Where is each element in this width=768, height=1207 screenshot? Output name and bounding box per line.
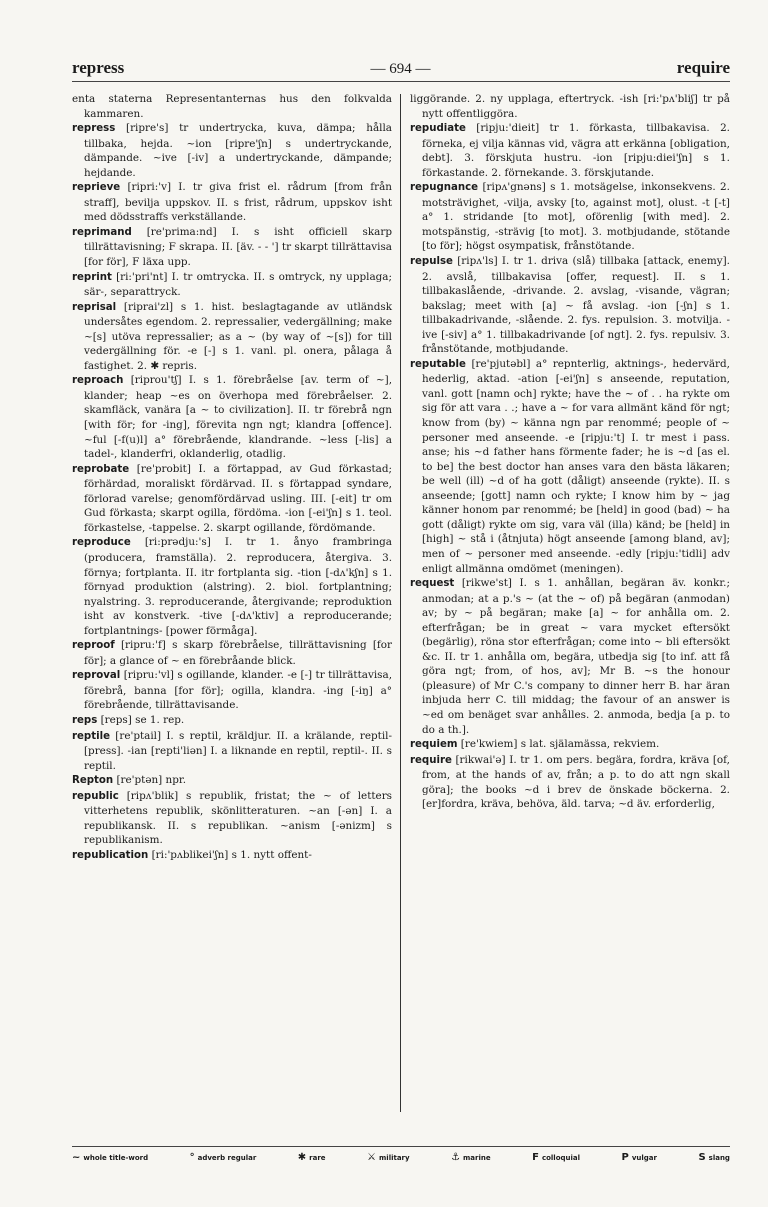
headword: reputable [409, 358, 466, 370]
entry-definition: [rikwe'st] I. s 1. anhållan, begäran äv. konkr.; anmodan; at a p.'s ~ (at the ~ of) på begäran (anmodan) av; by ~ på begäran; make [a] ~ for anhålla om. 2. efterfrågan; be in great ~ vara mycket eftersökt (begärlig), röna stor efterfrågan; come into ~ bli eftersökt &c. II. tr 1. anhålla om, begära, utbedja sig [to inf. att få göra ngt; from, of hos, av]; Mr B. ~s the honour (pleasure) of Mr C.'s company to dinner herr B. har äran inbjuda herr C. till middag; the favour of an answer is ~ed om benäget svar anhålles. 2. anmoda, bedja [a p. to do a th.]. [421, 577, 730, 736]
entry-definition: [re'ptən] npr. [116, 774, 187, 787]
headword: reprimand [72, 226, 132, 238]
dictionary-entry [409, 753, 730, 812]
legend-symbol: ⚓ [451, 1152, 461, 1163]
dictionary-entry [72, 180, 392, 225]
legend-item [72, 1152, 148, 1163]
page-header [72, 52, 730, 82]
entry-definition: [ri:prədju:'s] I. tr 1. ånyo frambringa (producera, framställa). 2. reproducera, återgiva. 3. förnya; fortplanta. II. itr fortplanta sig. -tion [-dʌ'kʃn] s 1. förnyad produktion (alstring). 2. biol. fortplantning; nyalstring. 3. reproducerande, återgivande; reproduktion isht av konstverk. -tive [-dʌ'ktiv] a reproducerande; fortplantnings- [power förmåga]. [84, 536, 392, 637]
dictionary-entry [72, 121, 392, 180]
entry-definition: [ripre's] tr undertrycka, kuva, dämpa; hålla tillbaka, hejda. ~ion [ripre'ʃn] s undertryckande, dämpande. ~ive [-iv] a undertryckande, dämpande; hejdande. [84, 122, 392, 179]
entry-definition: liggörande. 2. ny upplaga, eftertryck. -ish [ri:'pʌ'bliʃ] tr på nytt offentliggöra. [409, 93, 730, 120]
page-number: — 694 — [370, 61, 431, 77]
entry-definition: [riprou'tʃ] I. s 1. förebråelse [av. term of ~], klander; heap ~es on överhopa med förebråelser. 2. skamfläck, vanära [a ~ to civilization]. II. tr förebrå ngn [with för; for -ing], förevita ngn ngt; klandra [offence]. ~ful [-f(u)l] a° förebrående, klandrande. ~less [-lis] a tadel-, klanderfri, oklanderlig, otadlig. [84, 374, 392, 461]
legend-label: whole title-word [83, 1154, 149, 1162]
headword: repudiate [409, 123, 466, 135]
legend-label: marine [463, 1154, 491, 1162]
headword: reprieve [72, 182, 121, 194]
legend-item [367, 1152, 410, 1163]
headword: repulse [409, 256, 453, 268]
dictionary-entry [72, 668, 392, 713]
entry-definition: [ripru:'vl] s ogillande, klander. -e [-] tr tillrättavisa, förebrå, banna [for för]; ogilla, klandra. -ing [-iŋ] a° förebrående, tillrättavisande. [84, 669, 392, 712]
dictionary-page [72, 52, 730, 1182]
headword: reproach [72, 375, 124, 387]
dictionary-entry [72, 773, 392, 789]
headword: repugnance [409, 182, 479, 194]
legend-item [698, 1152, 730, 1163]
headword: reproval [72, 670, 121, 682]
dictionary-entry [409, 357, 730, 576]
dictionary-entry [72, 535, 392, 638]
dictionary-entry [409, 92, 730, 121]
legend-symbol: P [621, 1152, 629, 1163]
entry-definition: [ri:'pri'nt] I. tr omtrycka. II. s omtryck, ny upplaga; sär-, separattryck. [84, 270, 392, 299]
legend-label: vulgar [631, 1154, 657, 1162]
headword: requiem [409, 739, 458, 751]
headword: Repton [72, 775, 114, 787]
entry-definition: [ripru:'f] s skarp förebråelse, tillrättavisning [for för]; a glance of ~ en förebråande blick. [84, 639, 392, 667]
dictionary-entry [409, 254, 730, 357]
entry-definition: [re'prima:nd] I. s isht officiell skarp tillrättavisning; F skrapa. II. [äv. - - '] tr skarpt tillrättavisa [for för], F läxa upp. [84, 225, 392, 269]
entry-definition: [re'kwiem] s lat. själamässa, rekviem. [460, 738, 660, 751]
entry-definition: [ripʌ'blik] s republik, fristat; the ~ of letters vitterhetens republik, skönlitteraturen. ~an [-ən] I. a republikansk. II. s republikan. ~anism [-ənizm] s republikanism. [84, 789, 392, 847]
headword: reprint [72, 271, 112, 283]
headword: require [409, 754, 452, 766]
headword: reproduce [72, 537, 131, 549]
legend-label: military [379, 1154, 410, 1162]
dictionary-entry [72, 638, 392, 668]
legend-symbol: ✱ [297, 1152, 307, 1163]
headword: reproof [72, 640, 115, 652]
entry-definition: [ripju:'dieit] tr 1. förkasta, tillbakavisa. 2. förneka, ej vilja kännas vid, vägra att erkänna [obligation, debt]. 3. förskjuta hustru. -ion [ripju:diei'ʃn] s 1. förkastande. 2. förnekande. 3. förskjutande. [421, 122, 730, 179]
dictionary-entry [409, 121, 730, 180]
headword: request [409, 578, 455, 590]
legend-item [622, 1152, 657, 1163]
headword: repress [72, 123, 116, 135]
entry-definition: [rikwai'ə] I. tr 1. om pers. begära, fordra, kräva [of, from, at the hands of av, från; a p. to do att ngn skall göra]; the books ~d i brev de önskade böckerna. 2. [er]fordra, kräva, behöva, äld. tarva; ~d äv. erforderlig, [421, 753, 730, 811]
entry-definition: [riprai'zl] s 1. hist. beslagtagande av utländsk undersåtes egendom. 2. repressalier, vedergällning; make ~[s] utöva repressalier; as a ~ (by way of ~[s]) for till vedergällning för. -e [-] s 1. vanl. pl. onera, pålaga å fastighet. 2. ✱ repris. [84, 300, 392, 372]
legend-label: adverb regular [197, 1154, 257, 1162]
entry-definition: [ripri:'v] I. tr giva frist el. rådrum [from från straff], bevilja uppskov. II. s frist, rådrum, uppskov isht med dödsstraffs verkställande. [84, 181, 392, 224]
dictionary-entry [72, 729, 392, 774]
header-right-guide-word: require [676, 58, 730, 77]
legend-label: slang [708, 1154, 730, 1162]
headword: reprobate [72, 463, 130, 475]
headword: reprisal [72, 301, 117, 313]
dictionary-entry [72, 373, 392, 461]
legend-item [532, 1152, 580, 1163]
dictionary-entry [72, 789, 392, 848]
dictionary-entry [72, 462, 392, 536]
legend-label: rare [309, 1154, 326, 1162]
legend-item [298, 1152, 326, 1163]
dictionary-entry [72, 92, 392, 121]
dictionary-entry [72, 300, 392, 374]
entry-definition: [ripʌ'gnəns] s 1. motsägelse, inkonsekvens. 2. motsträvighet, -vilja, avsky [to, against mot], olust. -t [-t] a° 1. stridande [to mot], oförenlig [with med]. 2. motspänstig, -strävig [to mot]. 3. motbjudande, stötande [to för]; högst osympatisk, frånstötande. [421, 181, 730, 253]
headword: reps [72, 714, 98, 726]
dictionary-entry [409, 180, 730, 254]
entry-definition: [ripʌ'ls] I. tr 1. driva (slå) tillbaka [attack, enemy]. 2. avslå, tillbakavisa [offer, request]. II. s 1. tillbakaslående, -drivande. 2. avslag, -visande, vägran; bakslag; meet with [a] ~ få avslag. -ion [-ʃn] s 1. tillbakadrivande, -slående. 2. fys. repulsion. 3. motvilja. -ive [-siv] a° 1. tillbakadrivande [of ngt]. 2. fys. repulsiv. 3. frånstötande, motbjudande. [421, 255, 730, 356]
legend-symbol: ~ [72, 1152, 81, 1163]
dictionary-entry [72, 848, 392, 864]
entry-definition: [ri:'pʌblikei'ʃn] s 1. nytt offent- [151, 848, 312, 861]
dictionary-entry [72, 270, 392, 300]
entry-definition: [reps] se 1. rep. [100, 713, 185, 726]
headword: republic [72, 790, 119, 802]
legend-symbol: F [532, 1152, 539, 1163]
headword: republication [72, 849, 149, 861]
columns [72, 92, 730, 1112]
headword: reptile [72, 730, 110, 742]
dictionary-entry [72, 713, 392, 729]
legend-symbol: ⚔ [367, 1152, 376, 1163]
legend-label: colloquial [541, 1154, 581, 1162]
legend-item [190, 1152, 257, 1163]
left-column [72, 92, 400, 1112]
dictionary-entry [409, 576, 730, 737]
abbreviation-legend [72, 1146, 730, 1163]
right-column [401, 92, 730, 1112]
entry-definition: enta staterna Representanternas hus den folkvalda kammaren. [72, 93, 392, 120]
legend-item [451, 1152, 491, 1163]
legend-symbol: ° [189, 1152, 195, 1163]
dictionary-entry [72, 225, 392, 270]
header-left-guide-word: repress [72, 58, 125, 77]
entry-definition: [re'pjutəbl] a° repnterlig, aktnings-, hedervärd, hederlig, aktad. -ation [-ei'ʃn] s anseende, reputation, vanl. gott [namn och] rykte; have the ~ of . . ha rykte om sig för att vara . .; have a ~ for vara allmänt känd för ngt; know from (by) ~ känna ngn par renommé; people of ~ personer med anseende. -e [ripju:'t] I. tr mest i pass. anse; his ~d father hans förmente fader; he is ~d [as el. to be] the best doctor han anses vara den bästa läkaren; be well (ill) ~d of ha gott (dåligt) anseende (rykte). II. s anseende; [gott] namn och rykte; I know him by ~ jag känner honom par renommé; be [held] in good (bad) ~ ha gott (dåligt) rykte om sig, vara väl (illa) känd; be [held] in [high] ~ stå i (åtnjuta) högt anseende [among bland, av]; men of ~ personer med anseende. -edly [ripju:'tidli] adv enligt allmänna omdömet (meningen). [421, 357, 730, 575]
entry-definition: [re'ptail] I. s reptil, kräldjur. II. a krälande, reptil- [press]. -ian [repti'liən] I. a liknande en reptil, reptil-. II. s reptil. [84, 729, 392, 772]
dictionary-entry [409, 737, 730, 753]
entry-definition: [re'probit] I. a förtappad, av Gud förkastad; förhärdad, moraliskt fördärvad. II. s förtappad syndare, förlorad varelse; genomfördärvad usling. III. [-eit] tr om Gud förkasta; skarpt ogilla, fördöma. -ion [-ei'ʃn] s 1. teol. förkastelse, -tappelse. 2. skarpt ogillande, fördömande. [84, 462, 392, 534]
legend-symbol: S [698, 1152, 706, 1163]
